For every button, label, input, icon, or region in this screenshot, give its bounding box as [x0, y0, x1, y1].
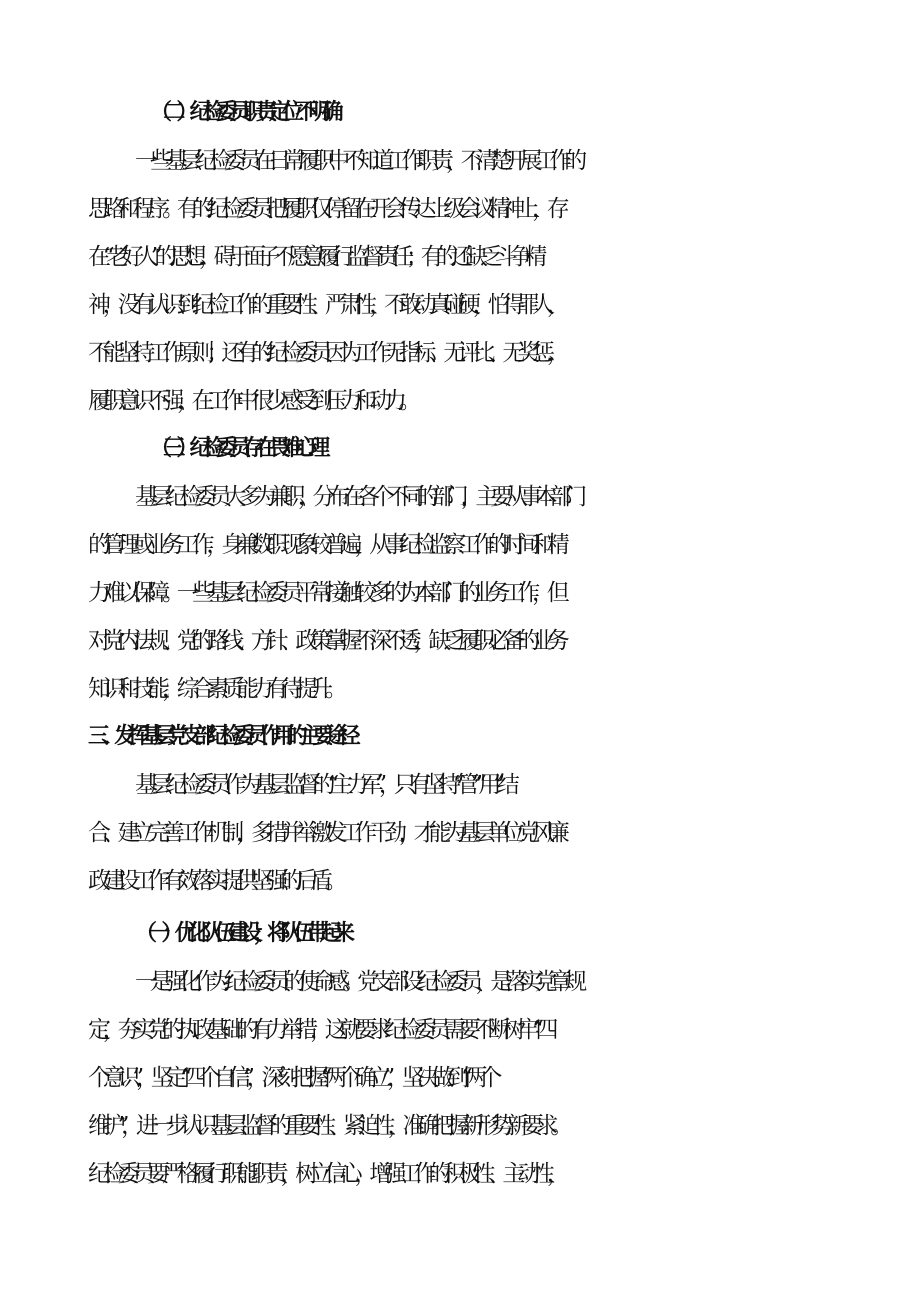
- paragraph-line: 神，没有认识到纪检工作的重要性、严肃性，不敢动真碰硬，怕得罪人，: [88, 292, 562, 318]
- section-heading: 三、发挥基层党支部纪检委员作用的主要途径: [88, 724, 353, 749]
- paragraph-line: 知识和技能，综合素质能力有待提升。: [88, 676, 340, 702]
- paragraph-line: 一些基层纪检委员在日常履职中不知道工作职责，不清楚开展工作的: [135, 148, 580, 174]
- paragraph-line: 个意识”，坚定“四个自信”，深刻把握“两个确立”，坚决做到“两个: [88, 1065, 495, 1091]
- paragraph-line: 对党内法规、党的路线、方针、政策掌握不深不透，缺乏履职必备的业务: [88, 628, 562, 654]
- section-heading: （一）优化队伍建设，将队伍带起来: [135, 921, 347, 946]
- section-heading: （三）纪检委员存在畏难心理: [150, 436, 322, 461]
- section-heading: （二）纪检委员职责定位不明确: [150, 100, 335, 125]
- paragraph-line: 不能坚持工作原则；还有的纪检委员因为工作无指标、无评比、无奖惩，: [88, 340, 562, 366]
- paragraph-line: 的管理或业务工作，身兼数职现象较普遍，从事纪检监察工作的时间和精: [88, 532, 562, 558]
- paragraph-line: 基层纪检委员大多为兼职，分布在各个不同的部门，主要从事本部门: [135, 484, 580, 510]
- paragraph-line: 定，夯实党的执政基础的有力举措，这就要求纪检委员需要不断树牢“四: [88, 1017, 551, 1043]
- paragraph-line: 政建设工作有效落实提供坚强的后盾。: [88, 868, 340, 894]
- paragraph-line: 一是强化作为纪检委员的使命感。党支部设纪检委员，是落实党章规: [135, 969, 580, 995]
- paragraph-line: 基层纪检委员作为基层监督的“主力军”，只有坚持“管”“用”结: [135, 772, 512, 798]
- paragraph-line: 力难以保障。一些基层纪检委员平常接触较多的为本部门的业务工作，但: [88, 580, 562, 606]
- paragraph-line: 维护”，进一步认识基层监督的重要性、紧迫性，准确把握新形势新要求。: [88, 1113, 566, 1139]
- paragraph-line: 思路和程序。有的纪检委员把履职仅停留在开会传达上级会议精神上，存: [88, 196, 562, 222]
- paragraph-line: 合、建立完善工作机制，多措并举激发工作干劲，才能为基层单位党风廉: [88, 820, 562, 846]
- paragraph-line: 履职意识不强，在工作中很少感受到压力和动力。: [88, 388, 414, 414]
- paragraph-line: 在“老好人”的思想，碍于面子不愿意履行监督责任；有的还缺乏斗争精: [88, 244, 540, 270]
- paragraph-line: 纪检委员要严格履行职能职责，树立信心，增强工作的积极性、主动性，: [88, 1161, 562, 1187]
